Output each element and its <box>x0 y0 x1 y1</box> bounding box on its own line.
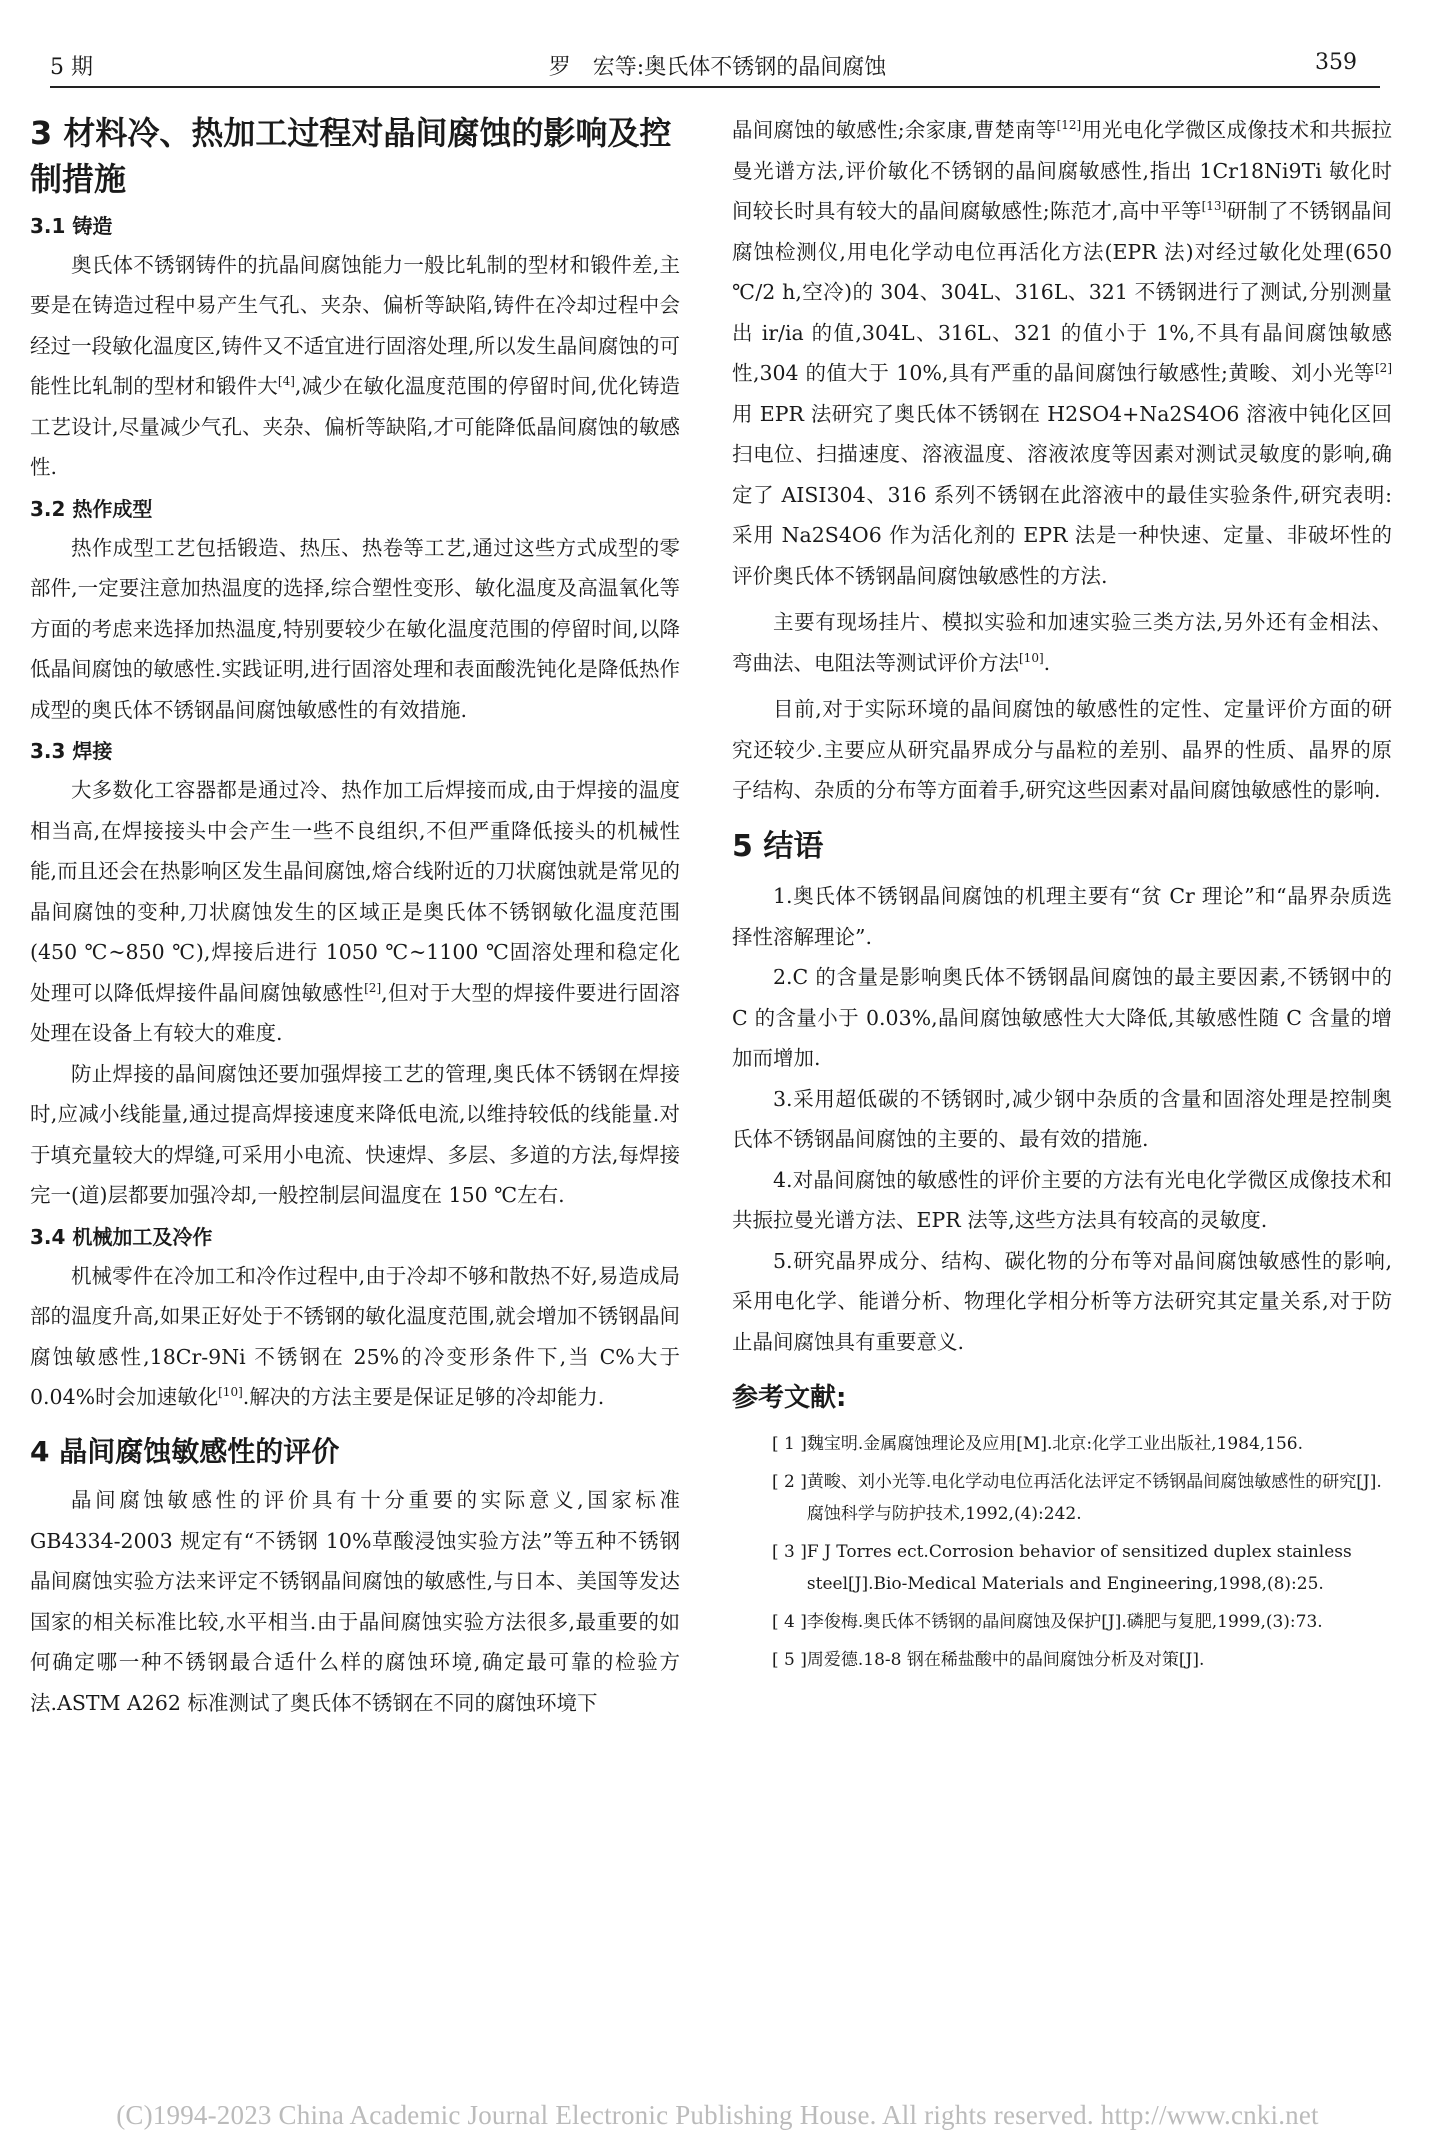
subsection-3-2-title: 3.2 热作成型 <box>30 496 153 521</box>
reference-item: [ 3 ] F J Torres ect.Corrosion behavior of sensitized duplex stainless steel[J].Bio-Medical Materials and Engineering,1998,(8):25. <box>772 1542 1352 1595</box>
citation[interactable]: [10] <box>218 1385 243 1400</box>
section-4-title: 4 晶间腐蚀敏感性的评价 <box>30 1434 340 1468</box>
subsection-3-1-title: 3.1 铸造 <box>30 213 113 238</box>
copyright-watermark: (C)1994-2023 China Academic Journal Electronic Publishing House. All rights reserved. http://www.cnki.net <box>116 2100 1319 2130</box>
paragraph-methods: 主要有现场挂片、模拟实验和加速实验三类方法,另外还有金相法、弯曲法、电阻法等测试评价方法[10]. <box>732 610 1392 675</box>
section-5-title: 5 结语 <box>732 828 824 864</box>
paragraph-evaluation-cont: 晶间腐蚀的敏感性;余家康,曹楚南等[12]用光电化学微区成像技术和共振拉曼光谱方法,评价敏化不锈钢的晶间腐敏感性,指出 1Cr18Ni9Ti 敏化时间较长时具有较大的晶间腐敏感性;陈范才,高中平等[13]研制了不锈钢晶间腐蚀检测仪,用电化学动电位再活化方法(EPR 法)对经过敏化处理(650 ℃/2 h,空冷)的 304、304L、316L、321 不锈钢进行了测试,分别测量出 ir/ia 的值,304L、316L、321 的值小于 1%,不具有晶间腐蚀敏感性,304 的值大于 10%,具有严重的晶间腐蚀行敏感性;黄畯、刘小光等[2]用 EPR 法研究了奥氏体不锈钢在 H2SO4+Na2S4O6 溶液中钝化区回扫电位、扫描速度、溶液温度、溶液浓度等因素对测试灵敏度的影响,确定了 AISI304、316 系列不锈钢在此溶液中的最佳实验条件,研究表明:采用 Na2S4O6 作为活化剂的 EPR 法是一种快速、定量、非破坏性的评价奥氏体不锈钢晶间腐蚀敏感性的方法. <box>732 118 1392 588</box>
reference-list <box>732 1428 1392 1676</box>
conclusion-1: 1.奥氏体不锈钢晶间腐蚀的机理主要有“贫 Cr 理论”和“晶界杂质选择性溶解理论”. <box>732 884 1392 949</box>
left-column <box>30 110 680 1723</box>
subsection-3-3-title: 3.3 焊接 <box>30 739 113 764</box>
reference-item: [ 2 ] 黄畯、刘小光等.电化学动电位再活化法评定不锈钢晶间腐蚀敏感性的研究[J].腐蚀科学与防护技术,1992,(4):242. <box>772 1472 1382 1525</box>
citation[interactable]: [13] <box>1201 199 1227 213</box>
running-header <box>0 0 1435 90</box>
issue-number: 5 期 <box>50 55 93 80</box>
citation[interactable]: [10] <box>1019 650 1044 665</box>
citation[interactable]: [4] <box>277 374 295 389</box>
paragraph-hot-forming: 热作成型工艺包括锻造、热压、热卷等工艺,通过这些方式成型的零部件,一定要注意加热温度的选择,综合塑性变形、敏化温度及高温氧化等方面的考虑来选择加热温度,特别要较少在敏化温度范围的停留时间,以降低晶间腐蚀的敏感性.实践证明,进行固溶处理和表面酸洗钝化是降低热作成型的奥氏体不锈钢晶间腐蚀敏感性的有效措施. <box>30 535 680 722</box>
paragraph-machining: 机械零件在冷加工和冷作过程中,由于冷却不够和散热不好,易造成局部的温度升高,如果正好处于不锈钢的敏化温度范围,就会增加不锈钢晶间腐蚀敏感性,18Cr-9Ni 不锈钢在 25%的冷变形条件下,当 C%大于 0.04%时会加速敏化[10].解决的方法主要是保证足够的冷却能力. <box>30 1263 680 1410</box>
conclusion-2: 2.C 的含量是影响奥氏体不锈钢晶间腐蚀的最主要因素,不锈钢中的 C 的含量小于 0.03%,晶间腐蚀敏感性大大降低,其敏感性随 C 含量的增加而增加. <box>732 965 1392 1070</box>
running-title: 罗 宏等:奥氏体不锈钢的晶间腐蚀 <box>548 55 887 80</box>
citation[interactable]: [2] <box>1375 361 1392 375</box>
reference-item: [ 1 ] 魏宝明.金属腐蚀理论及应用[M].北京:化学工业出版社,1984,156. <box>772 1434 1304 1455</box>
subsection-3-4-title: 3.4 机械加工及冷作 <box>30 1224 213 1249</box>
page-number: 359 <box>1315 50 1357 75</box>
section-3-title: 3 材料冷、热加工过程对晶间腐蚀的影响及控制措施 <box>30 114 672 199</box>
references-title: 参考文献: <box>732 1383 847 1413</box>
paragraph-current-research: 目前,对于实际环境的晶间腐蚀的敏感性的定性、定量评价方面的研究还较少.主要应从研究晶界成分与晶粒的差别、晶界的性质、晶界的原子结构、杂质的分布等方面着手,研究这些因素对晶间腐蚀敏感性的影响. <box>732 697 1392 802</box>
paragraph-evaluation: 晶间腐蚀敏感性的评价具有十分重要的实际意义,国家标准 GB4334-2003 规定有“不锈钢 10%草酸浸蚀实验方法”等五种不锈钢晶间腐蚀实验方法来评定不锈钢晶间腐蚀的敏感性,与日本、美国等发达国家的相关标准比较,水平相当.由于晶间腐蚀实验方法很多,最重要的如何确定哪一种不锈钢最合适什么样的腐蚀环境,确定最可靠的检验方法.ASTM A262 标准测试了奥氏体不锈钢在不同的腐蚀环境下 <box>30 1488 680 1715</box>
paragraph-welding-1: 大多数化工容器都是通过冷、热作加工后焊接而成,由于焊接的温度相当高,在焊接接头中会产生一些不良组织,不但严重降低接头的机械性能,而且还会在热影响区发生晶间腐蚀,熔合线附近的刀状腐蚀就是常见的晶间腐蚀的变种,刀状腐蚀发生的区域正是奥氏体不锈钢敏化温度范围(450 ℃~850 ℃),焊接后进行 1050 ℃~1100 ℃固溶处理和稳定化处理可以降低焊接件晶间腐蚀敏感性[2],但对于大型的焊接件要进行固溶处理在设备上有较大的难度. <box>30 778 680 1046</box>
conclusion-4: 4.对晶间腐蚀的敏感性的评价主要的方法有光电化学微区成像技术和共振拉曼光谱方法、EPR 法等,这些方法具有较高的灵敏度. <box>732 1167 1392 1232</box>
conclusion-5: 5.研究晶界成分、结构、碳化物的分布等对晶间腐蚀敏感性的影响,采用电化学、能谱分析、物理化学相分析等方法研究其定量关系,对于防止晶间腐蚀具有重要意义. <box>732 1248 1392 1354</box>
reference-item: [ 4 ] 李俊梅.奥氏体不锈钢的晶间腐蚀及保护[J].磷肥与复肥,1999,(3):73. <box>772 1612 1323 1633</box>
header-rule <box>50 86 1380 88</box>
citation[interactable]: [2] <box>364 980 382 995</box>
conclusion-3: 3.采用超低碳的不锈钢时,减少钢中杂质的含量和固溶处理是控制奥氏体不锈钢晶间腐蚀的主要的、最有效的措施. <box>732 1086 1392 1151</box>
paragraph-welding-2: 防止焊接的晶间腐蚀还要加强焊接工艺的管理,奥氏体不锈钢在焊接时,应减小线能量,通过提高焊接速度来降低电流,以维持较低的线能量.对于填充量较大的焊缝,可采用小电流、快速焊、多层、多道的方法,每焊接完一(道)层都要加强冷却,一般控制层间温度在 150 ℃左右. <box>30 1061 680 1208</box>
paragraph-casting: 奥氏体不锈钢铸件的抗晶间腐蚀能力一般比轧制的型材和锻件差,主要是在铸造过程中易产生气孔、夹杂、偏析等缺陷,铸件在冷却过程中会经过一段敏化温度区,铸件又不适宜进行固溶处理,所以发生晶间腐蚀的可能性比轧制的型材和锻件大[4],减少在敏化温度范围的停留时间,优化铸造工艺设计,尽量减少气孔、夹杂、偏析等缺陷,才可能降低晶间腐蚀的敏感性. <box>30 252 680 480</box>
reference-item: [ 5 ] 周爱德.18-8 钢在稀盐酸中的晶间腐蚀分析及对策[J]. <box>772 1650 1205 1671</box>
right-column <box>732 110 1392 1682</box>
citation[interactable]: [12] <box>1056 118 1082 132</box>
